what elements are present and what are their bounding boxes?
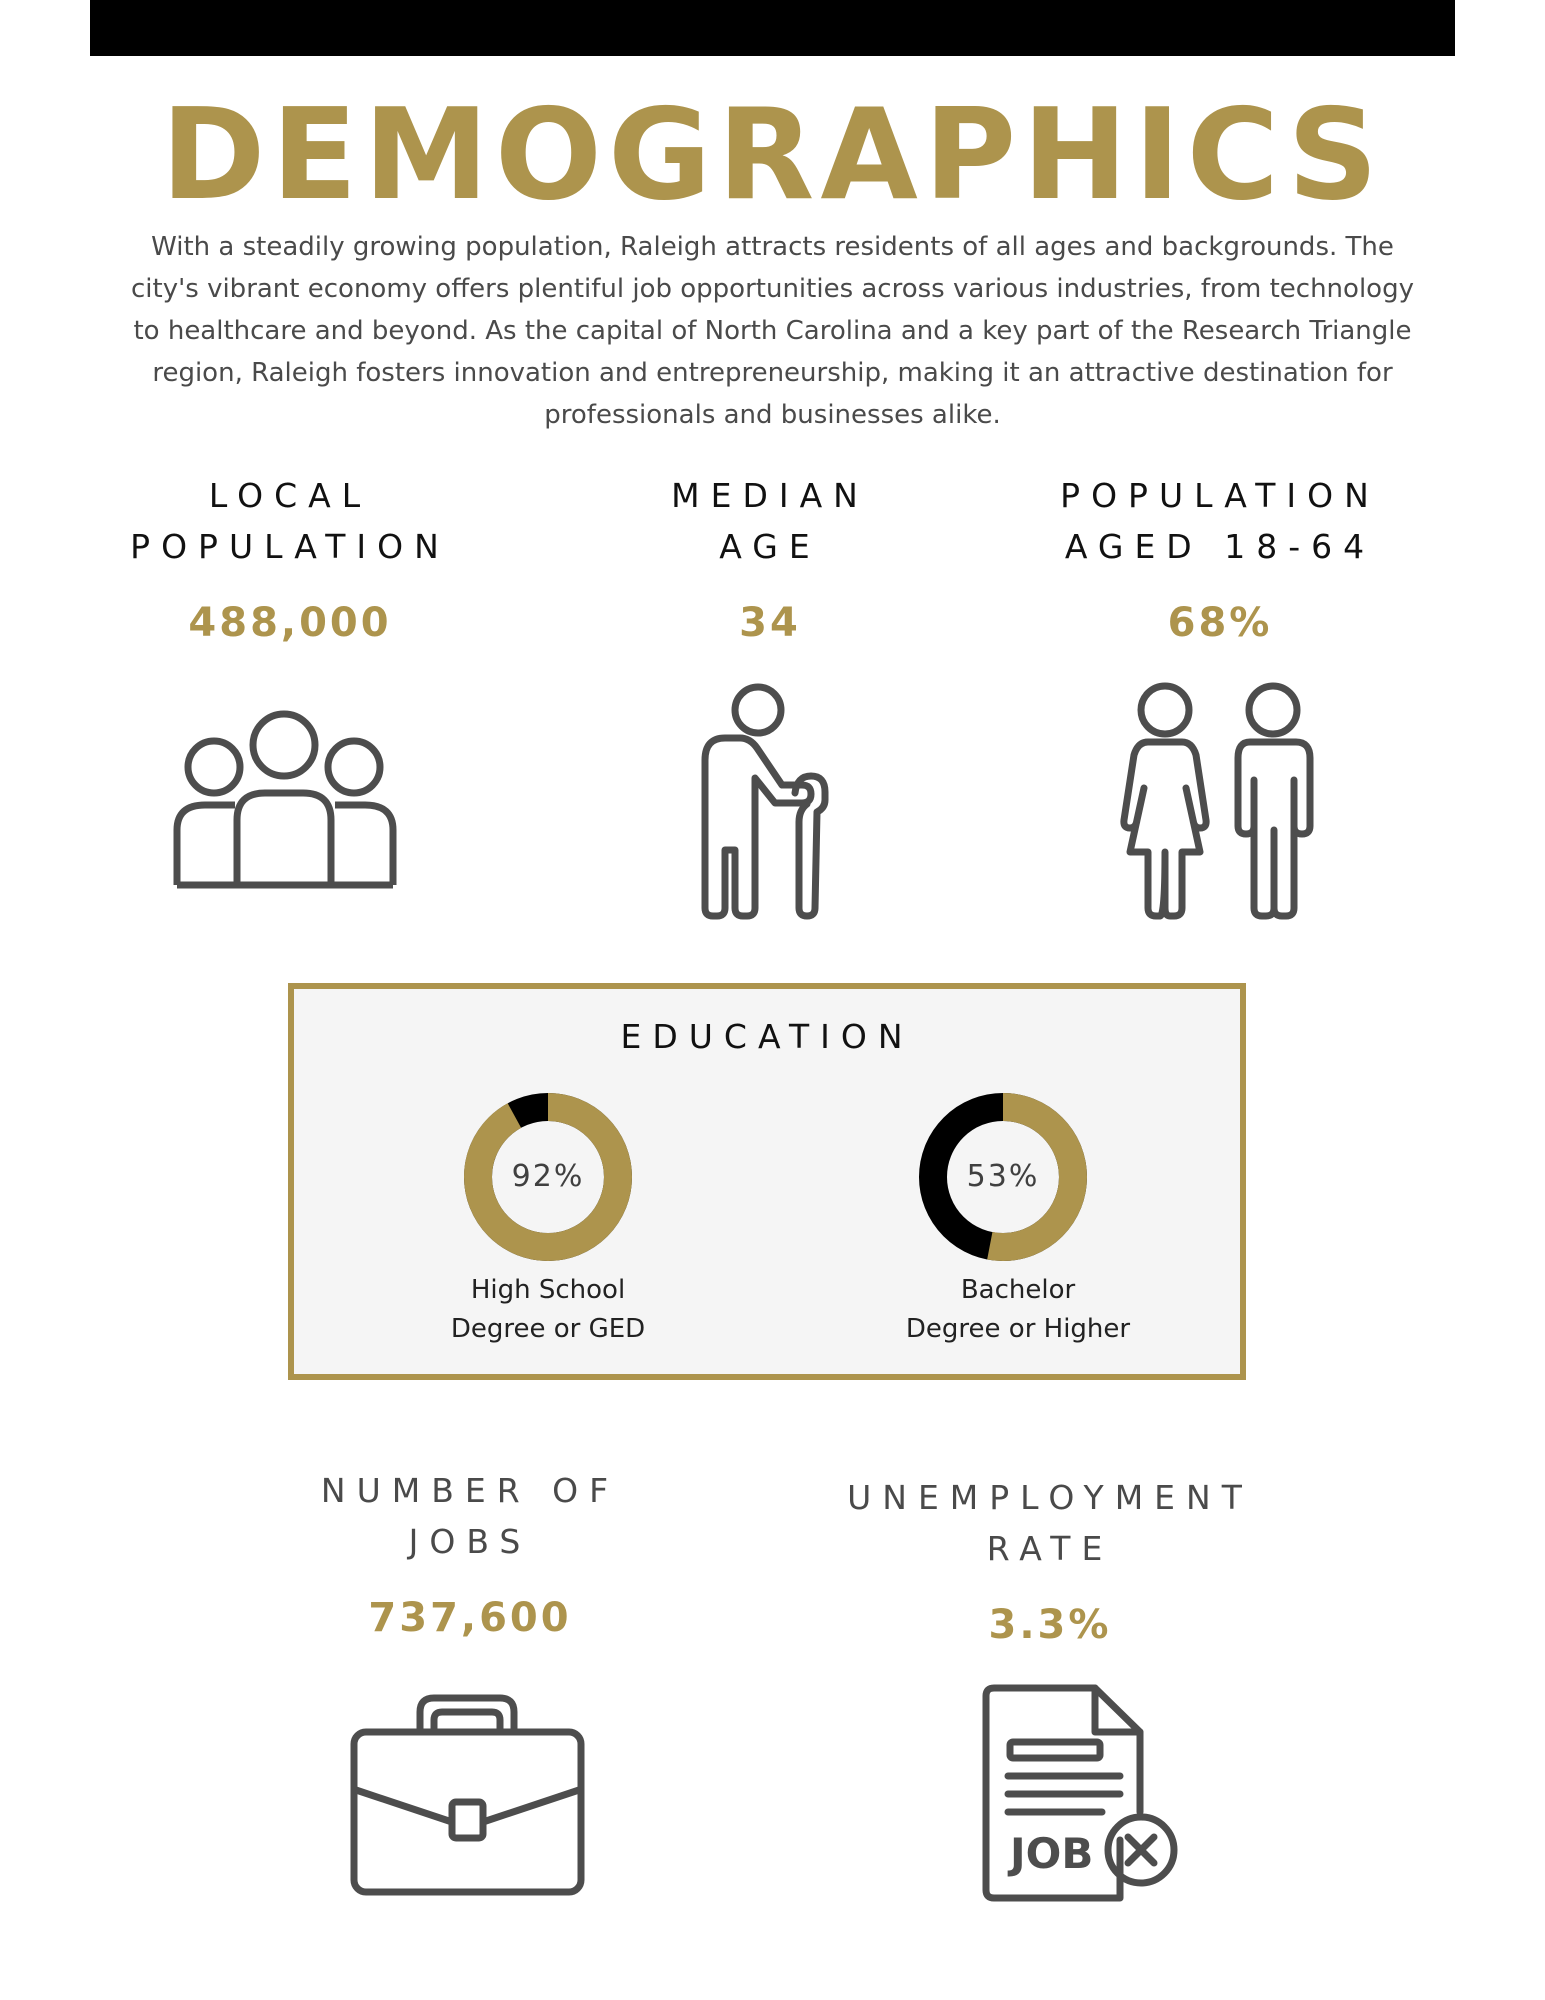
high-school-donut [463,1092,633,1262]
briefcase-icon [350,1690,585,1900]
number-of-jobs-label: NUMBER OF JOBS [320,1471,620,1561]
education-panel [288,983,1246,1380]
high-school-caption: High School Degree or GED [450,1275,646,1344]
education-title: EDUCATION [620,1017,914,1056]
woman-man-icon [1110,680,1320,920]
local-population-value: 488,000 [188,600,392,646]
job-text: JOB [1010,1829,1094,1878]
job-document-rejected-icon [980,1680,1180,1905]
median-age-value: 34 [739,600,801,646]
group-people-icon [165,705,405,890]
unemployment-rate-label: UNEMPLOYMENT RATE [847,1478,1253,1568]
top-black-bar [90,0,1455,56]
bachelor-percent: 53% [966,1159,1040,1194]
population-aged-value: 68% [1167,600,1273,646]
elderly-person-cane-icon [685,680,845,920]
high-school-percent: 92% [511,1159,585,1194]
number-of-jobs-value: 737,600 [368,1595,572,1641]
bachelor-donut [918,1092,1088,1262]
unemployment-rate-value: 3.3% [988,1602,1112,1648]
intro-paragraph: With a steadily growing population, Raleigh attracts residents of all ages and backgrounds. The city's vibrant economy offers plentiful job opportunities across various industries, from technology to healthcare and beyond. As the capital of North Carolina and a key part of the Research Triangle region, Raleigh fosters innovation and entrepreneurship, making it an attractive destination for professionals and businesses alike. [131,232,1414,430]
median-age-label: MEDIAN AGE [671,476,869,566]
population-aged-label: POPULATION AGED 18-64 [1060,476,1380,566]
bachelor-caption: Bachelor Degree or Higher [905,1275,1131,1344]
local-population-label: LOCAL POPULATION [130,476,450,566]
page-title: DEMOGRAPHICS [160,81,1385,228]
